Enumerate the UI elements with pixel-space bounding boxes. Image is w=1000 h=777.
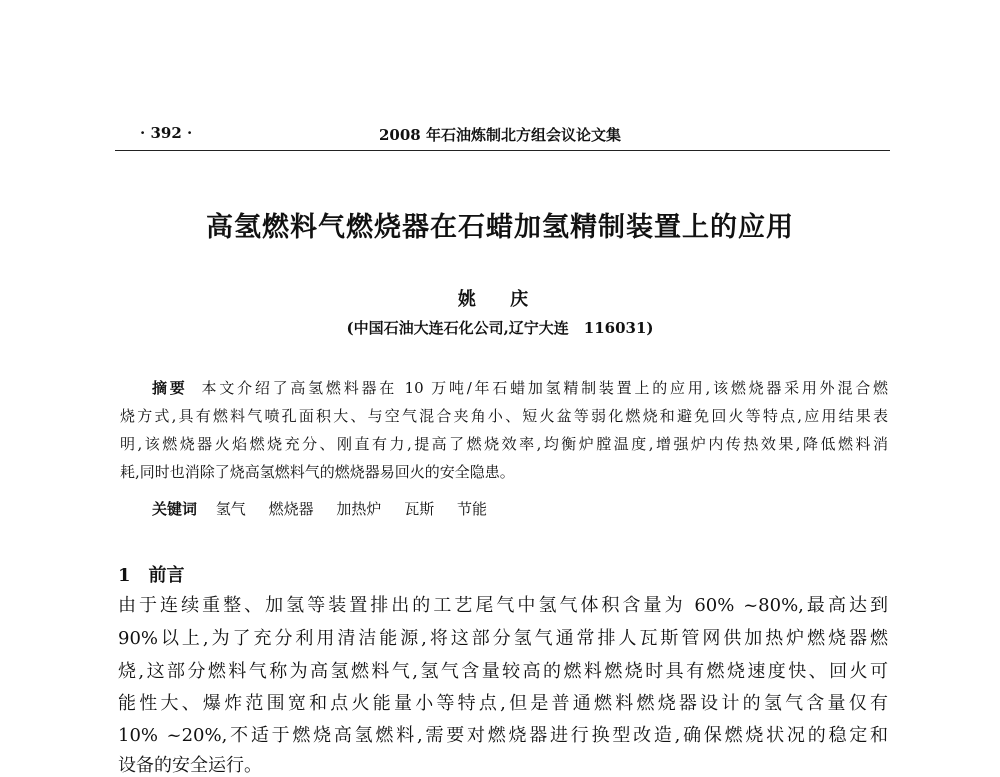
author: 姚 庆 xyxy=(457,289,543,310)
abstract-line: 耗,同时也消除了烧高氢燃料气的燃烧器易回火的安全隐患。 xyxy=(120,463,515,481)
keyword: 瓦斯 xyxy=(404,500,435,518)
abstract-text: 本文介绍了高氢燃料器在 10 万吨/年石蜡加氢精制装置上的应用,该燃烧器采用外混合燃 xyxy=(201,379,888,397)
abstract-label: 摘要 xyxy=(152,379,188,397)
body-line: 10% ~20%,不适于燃烧高氢燃料,需要对燃烧器进行换型改造,确保燃烧状况的稳定和 xyxy=(118,725,888,746)
abstract-line: 烧方式,具有燃料气喷孔面积大、与空气混合夹角小、短火盆等弱化燃烧和避免回火等特点,应用结果表 xyxy=(120,407,888,425)
running-header: 2008 年石油炼制北方组会议论文集 xyxy=(379,126,621,144)
abstract-line xyxy=(152,377,888,397)
keywords-label: 关键词 xyxy=(152,500,198,518)
body-line: 烧,这部分燃料气称为高氢燃料气,氢气含量较高的燃料燃烧时具有燃烧速度快、回火可 xyxy=(118,661,888,682)
body-line: 能性大、爆炸范围宽和点火能量小等特点,但是普通燃料燃烧器设计的氢气含量仅有 xyxy=(118,693,888,714)
keyword: 节能 xyxy=(456,500,487,518)
keyword: 燃烧器 xyxy=(268,500,314,518)
body-line: 由于连续重整、加氢等装置排出的工艺尾气中氢气体积含量为 60% ~80%,最高达到 xyxy=(118,595,888,616)
page-number: · 392 · xyxy=(140,124,193,142)
section-title: 前言 xyxy=(148,565,185,586)
keywords xyxy=(152,498,505,519)
section-number: 1 xyxy=(118,565,131,586)
affiliation: (中国石油大连石化公司,辽宁大连 116031) xyxy=(346,319,654,337)
body-line: 设备的安全运行。 xyxy=(118,755,262,776)
header-rule xyxy=(115,150,890,151)
article-title: 高氢燃料气燃烧器在石蜡加氢精制装置上的应用 xyxy=(206,212,794,243)
abstract-line: 明,该燃烧器火焰燃烧充分、刚直有力,提高了燃烧效率,均衡炉膛温度,增强炉内传热效果,降低燃料消 xyxy=(120,435,888,453)
section-heading xyxy=(118,561,185,587)
keyword: 加热炉 xyxy=(336,500,382,518)
body-line: 90%以上,为了充分利用清洁能源,将这部分氢气通常排人瓦斯管网供加热炉燃烧器燃 xyxy=(118,628,888,649)
keyword: 氢气 xyxy=(215,500,246,518)
